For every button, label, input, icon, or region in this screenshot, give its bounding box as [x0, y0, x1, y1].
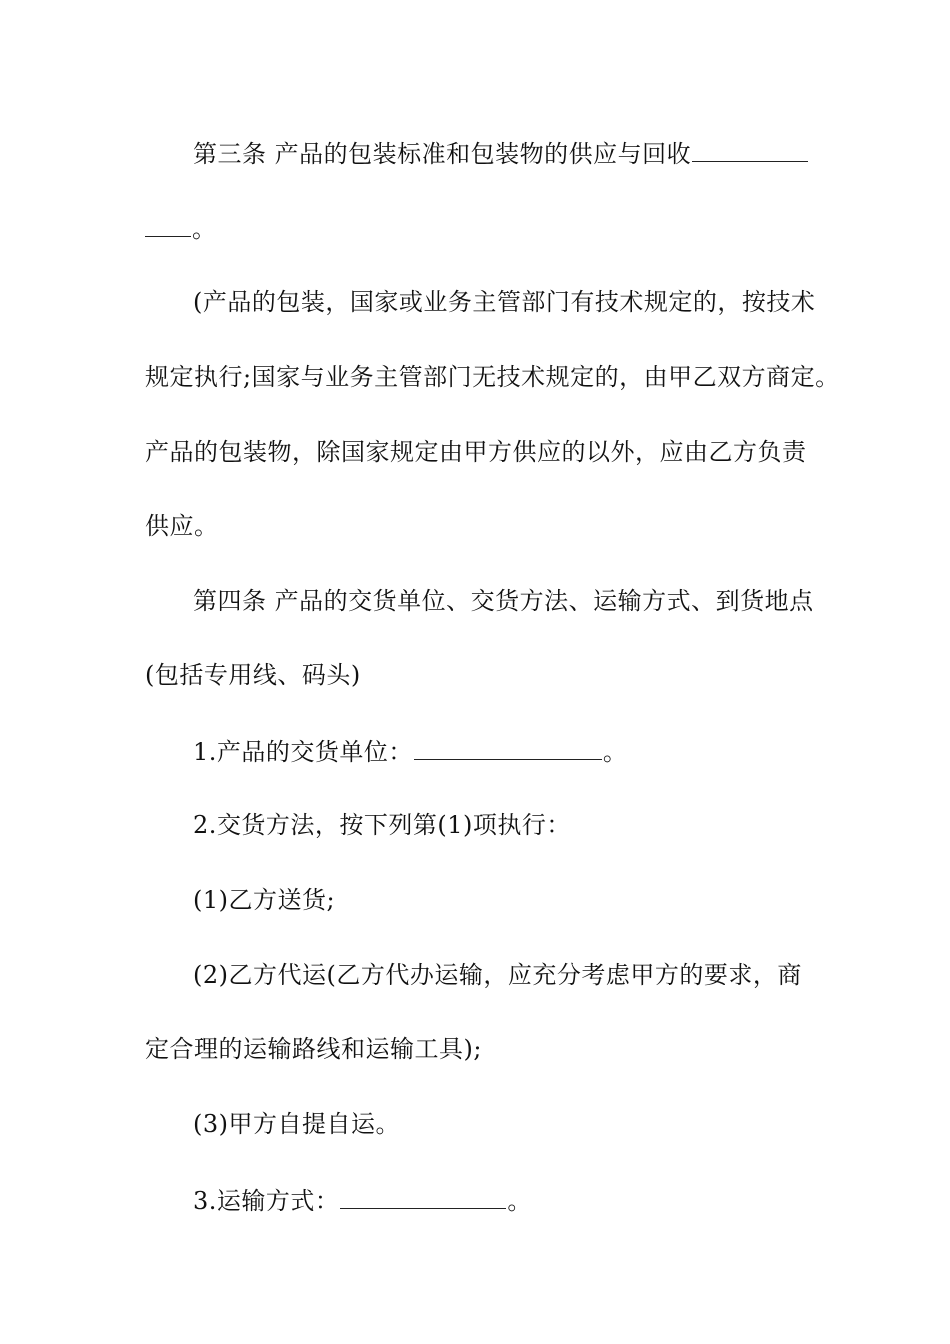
paragraph-line — [145, 511, 815, 541]
article-3-continuation — [145, 212, 815, 244]
list-item-text: (2)乙方代运(乙方代办运输，应充分考虑甲方的要求，商 — [193, 961, 802, 989]
article-4-heading — [193, 586, 863, 616]
fill-in-blank — [340, 1184, 506, 1209]
paragraph-text: 规定执行;国家与业务主管部门无技术规定的，由甲乙双方商定。 — [145, 363, 840, 391]
article-4-text: 第四条 产品的交货单位、交货方法、运输方式、到货地点 — [193, 587, 814, 615]
list-item — [193, 1109, 863, 1139]
paragraph-text: 定合理的运输路线和运输工具); — [145, 1035, 482, 1063]
delivery-unit-line — [193, 735, 863, 767]
list-item — [193, 885, 863, 915]
article-3-heading — [193, 137, 863, 169]
sentence-end: 。 — [507, 1187, 532, 1215]
paragraph-line — [145, 362, 840, 392]
delivery-unit-label: 1.产品的交货单位： — [193, 738, 413, 766]
fill-in-blank — [414, 735, 602, 760]
sentence-end: 。 — [192, 215, 217, 243]
sentence-end: 。 — [602, 738, 628, 766]
list-item — [193, 960, 863, 990]
paragraph-text: (产品的包装，国家或业务主管部门有技术规定的，按技术 — [193, 288, 816, 316]
paragraph-line — [145, 1034, 815, 1064]
list-item-text: 2.交货方法，按下列第(1)项执行： — [193, 811, 571, 839]
paragraph-line — [193, 287, 863, 317]
paragraph-line — [145, 437, 815, 467]
list-item — [193, 810, 863, 840]
paragraph-text: 产品的包装物，除国家规定由甲方供应的以外，应由乙方负责 — [145, 438, 807, 466]
list-item-text: (1)乙方送货; — [193, 886, 336, 914]
list-item-text: (3)甲方自提自运。 — [193, 1110, 400, 1138]
paragraph-line — [145, 660, 815, 690]
paragraph-text: 供应。 — [145, 512, 219, 540]
fill-in-blank — [145, 212, 191, 237]
transport-method-label: 3.运输方式： — [193, 1187, 340, 1215]
fill-in-blank — [692, 137, 808, 162]
transport-method-line — [193, 1184, 863, 1216]
article-3-text: 第三条 产品的包装标准和包装物的供应与回收 — [193, 140, 692, 168]
paragraph-text: (包括专用线、码头) — [145, 661, 361, 689]
